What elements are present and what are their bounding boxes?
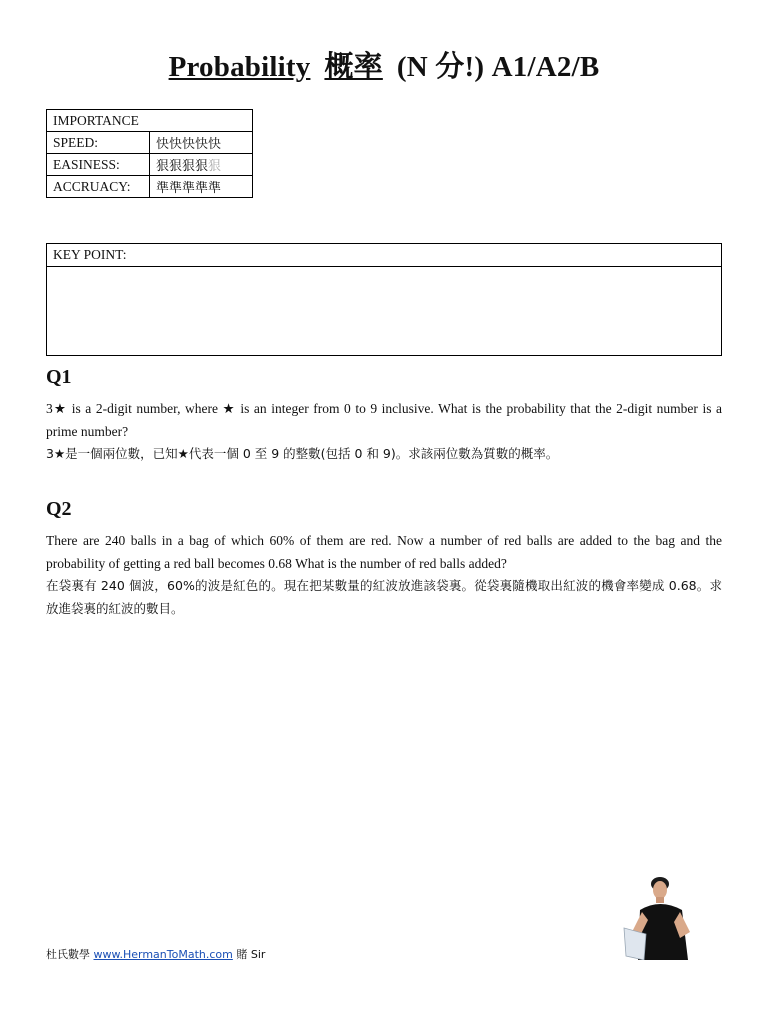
key-point-box [46, 243, 722, 356]
key-point-label: KEY POINT: [47, 244, 721, 267]
speed-value: 快快快快快 [150, 132, 253, 154]
speed-label: SPEED: [47, 132, 150, 154]
page-title [0, 44, 768, 85]
importance-row-accuracy [47, 176, 253, 198]
importance-table [46, 109, 253, 198]
accuracy-value: 準準準準準 [150, 176, 253, 198]
q2-english: There are 240 balls in a bag of which 60% of them are red. Now a number of red balls are added to the bag and the probability of getting a red ball becomes 0.68 What is the number of red balls added? [46, 533, 722, 571]
q2-heading: Q2 [46, 498, 72, 520]
footer-link[interactable]: www.HermanToMath.com [93, 948, 233, 961]
q2-chinese: 在袋裏有 240 個波，60%的波是紅色的。現在把某數量的紅波放進該袋裏。從袋裏隨機取出紅波的機會率變成 0.68。求放進袋裏的紅波的數目。 [46, 578, 722, 616]
importance-header-row [47, 110, 253, 132]
q1-chinese: 3★是一個兩位數，已知★代表一個 0 至 9 的整數(包括 0 和 9)。求該兩位數為質數的概率。 [46, 446, 559, 461]
importance-row-easiness [47, 154, 253, 176]
footer-brand: 杜氏數學 [46, 948, 90, 961]
accuracy-label: ACCRUACY: [47, 176, 150, 198]
q1-body [46, 398, 722, 466]
title-zh: 概率 [324, 51, 383, 83]
q1-heading: Q1 [46, 366, 72, 388]
footer [46, 946, 265, 962]
q1-english: 3★ is a 2-digit number, where ★ is an integer from 0 to 9 inclusive. What is the probability that the 2-digit number is a prime number? [46, 401, 722, 439]
importance-header: IMPORTANCE [47, 110, 253, 132]
q2-body [46, 530, 722, 620]
title-rest: (N 分!) A1/A2/B [396, 51, 600, 83]
easiness-value: 狠狠狠狠狠 [150, 154, 253, 176]
teacher-avatar-image [622, 876, 694, 960]
easiness-label: EASINESS: [47, 154, 150, 176]
importance-row-speed [47, 132, 253, 154]
title-main: Probability [168, 51, 311, 83]
footer-author: 賭 Sir [236, 948, 266, 961]
